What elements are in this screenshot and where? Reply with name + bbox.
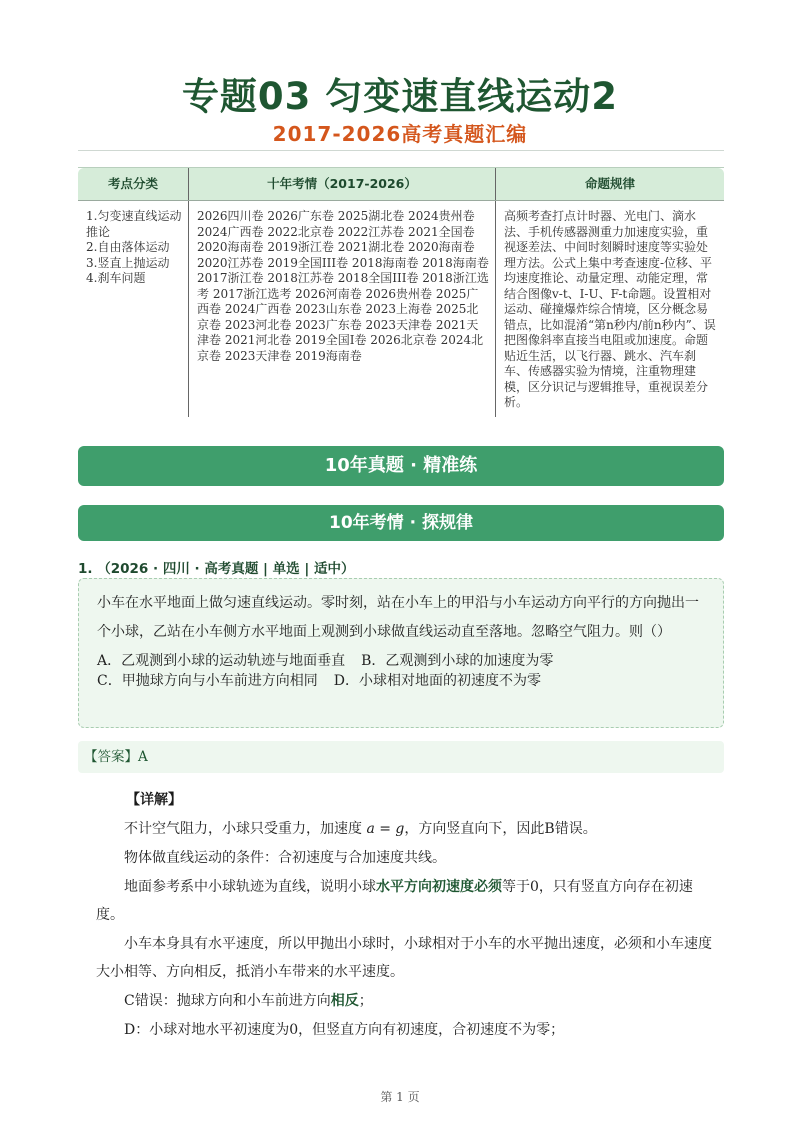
answer-bar: 【答案】A	[78, 741, 724, 773]
page-title: 专题03 匀变速直线运动2	[181, 75, 619, 118]
option-a: A．乙观测到小球的运动轨迹与地面垂直	[97, 653, 346, 669]
table-row	[78, 201, 724, 417]
page-subtitle: 2017-2026高考真题汇编	[272, 122, 528, 146]
header-exams: 十年考情（2017-2026）	[189, 168, 496, 201]
rules-cell: 高频考查打点计时器、光电门、滴水法、手机传感器测重力加速度实验，重视逐差法、中间时刻瞬时速度等实验处理方法。公式上集中考查速度-位移、平均速度推论、动量定理、动能定理，常结合图像v-t、I-U、F-t命题。设置相对运动、碰撞爆炸综合情境，区分概念易错点，比如混淆“第n秒内/前n秒内”、误把图像斜率直接当电阻或加速度。命题贴近生活，以飞行器、跳水、汽车刹车、传感器实验为情境，注重物理建模，区分识记与逻辑推导，重视误差分析。	[496, 201, 725, 417]
detail-paragraph: D：小球对地水平初速度为0，但竖直方向有初速度，合初速度不为零；	[124, 1022, 565, 1038]
option-row	[97, 651, 705, 671]
detail-paragraph	[96, 987, 716, 1015]
header-category: 考点分类	[78, 168, 189, 201]
category-item: 2.自由落体运动	[86, 240, 170, 254]
exam-info-table	[78, 167, 724, 417]
category-item: 3.竖直上抛运动	[86, 255, 170, 270]
category-item: 1.匀变速直线运动推论	[86, 209, 182, 239]
detail-text: 地面参考系中小球轨迹为直线，说明小球	[124, 879, 376, 895]
option-d: D．小球相对地面的初速度不为零	[333, 673, 541, 689]
detail-paragraph	[96, 873, 716, 929]
formula: a = g	[366, 821, 405, 837]
question-box	[78, 578, 724, 728]
detail-paragraph: 小车本身具有水平速度，所以甲抛出小球时，小球相对于小车的水平抛出速度，必须和小车速度大小相等、方向相反，抵消小车带来的水平速度。	[96, 936, 712, 980]
detail-text: ；	[358, 993, 373, 1009]
title-divider	[78, 150, 724, 151]
category-cell	[78, 201, 189, 417]
table-header-row	[78, 168, 724, 201]
option-b: B．乙观测到小球的加速度为零	[361, 653, 554, 669]
detail-paragraph: 物体做直线运动的条件：合初速度与合加速度共线。	[124, 850, 446, 866]
option-row	[97, 671, 705, 691]
emphasis-text: 相反	[330, 993, 359, 1009]
question-header: 1. （2026 · 四川 · 高考真题 | 单选 | 适中）	[78, 561, 355, 577]
exams-cell: 2026四川卷 2026广东卷 2025湖北卷 2024贵州卷 2024广西卷 2022北京卷 2022江苏卷 2021全国卷 2020海南卷 2019浙江卷 2021湖北卷 2020海南卷 2020江苏卷 2019全国III卷 2018海南卷 2018海南卷 2017浙江卷 2018江苏卷 2018全国III卷 2018浙江选考 2017浙江选考 2026河南卷 2026贵州卷 2025广西卷 2024广西卷 2023山东卷 2023上海卷 2025北京卷 2023河北卷 2023广东卷 2023天津卷 2021天津卷 2021河北卷 2019全国I卷 2026北京卷 2024北京卷 2023天津卷 2019海南卷	[189, 201, 496, 417]
page-number: 第 1 页	[380, 1090, 420, 1104]
section-band-practice: 10年真题 · 精准练	[78, 446, 724, 486]
question-stem: 小车在水平地面上做匀速直线运动。零时刻，站在小车上的甲沿与小车运动方向平行的方向抛出一个小球，乙站在小车侧方水平地面上观测到小球做直线运动直至落地。忽略空气阻力。则（）	[97, 595, 699, 640]
detail-label: 【详解】	[126, 792, 182, 808]
detail-paragraph	[96, 815, 716, 843]
detail-text: ，方向竖直向下，因此B错误。	[404, 821, 597, 837]
header-rules: 命题规律	[496, 168, 725, 201]
detail-text: C错误：抛球方向和小车前进方向	[124, 993, 331, 1009]
detail-text: 不计空气阻力，小球只受重力，加速度	[124, 821, 362, 837]
section-band-explore: 10年考情 · 探规律	[78, 505, 724, 541]
emphasis-text: 水平方向初速度必须	[376, 879, 502, 895]
category-item: 4.刹车问题	[86, 271, 146, 285]
option-c: C．甲抛球方向与小车前进方向相同	[97, 673, 318, 689]
detail-text: 等于0，只有竖直方向存在初速度。	[96, 879, 693, 923]
solution-detail	[96, 786, 716, 1045]
